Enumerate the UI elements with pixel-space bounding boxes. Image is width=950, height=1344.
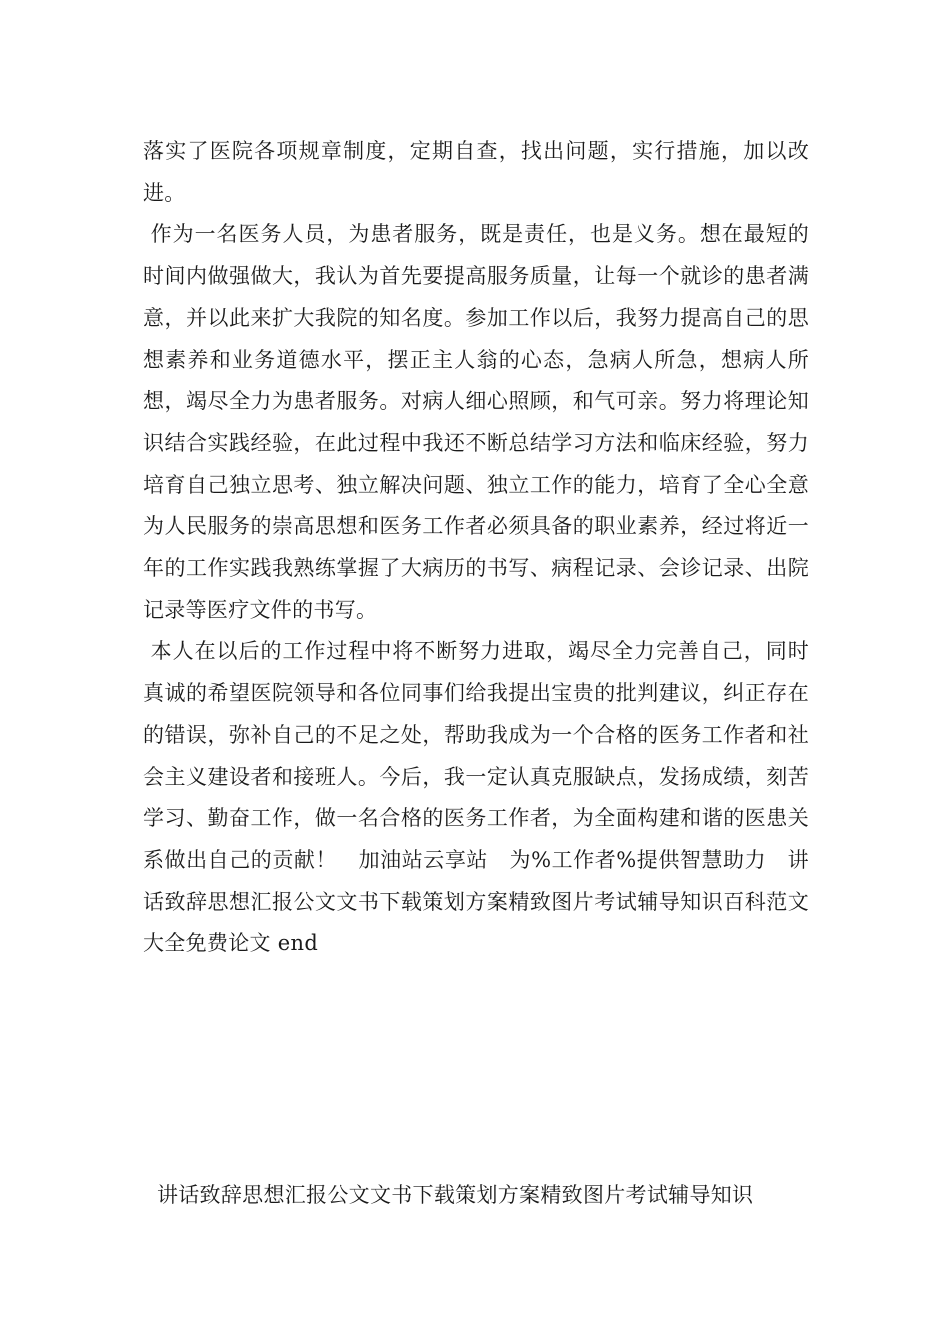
paragraph-1: 落实了医院各项规章制度，定期自查，找出问题，实行措施，加以改进。 — [143, 139, 809, 205]
document-body — [143, 131, 809, 965]
paragraph-3: 本人在以后的工作过程中将不断努力进取，竭尽全力完善自己，同时真诚的希望医院领导和各位同事们给我提出宝贵的批判建议，纠正存在的错误，弥补自己的不足之处，帮助我成为一个合格的医务工作者和社会主义建设者和接班人。今后，我一定认真克服缺点，发扬成绩，刻苦学习、勤奋工作，做一名合格的医务工作者，为全面构建和谐的医患关系做出自己的贡献！ 加油站云享站 为%工作者%提供智慧助力 讲话致辞思想汇报公文文书下载策划方案精致图片考试辅导知识百科范文大全免费论文 end — [143, 639, 810, 956]
footer-text: 讲话致辞思想汇报公文文书下载策划方案精致图片考试辅导知识 — [143, 1183, 754, 1207]
paragraph-2: 作为一名医务人员，为患者服务，既是责任，也是义务。想在最短的时间内做强做大，我认为首先要提高服务质量，让每一个就诊的患者满意，并以此来扩大我院的知名度。参加工作以后，我努力提高自己的思想素养和业务道德水平，摆正主人翁的心态，急病人所急，想病人所想，竭尽全力为患者服务。对病人细心照顾，和气可亲。努力将理论知识结合实践经验，在此过程中我还不断总结学习方法和临床经验，努力培育自己独立思考、独立解决问题、独立工作的能力，培育了全心全意为人民服务的崇高思想和医务工作者必须具备的职业素养，经过将近一年的工作实践我熟练掌握了大病历的书写、病程记录、会诊记录、出院记录等医疗文件的书写。 — [143, 222, 810, 622]
